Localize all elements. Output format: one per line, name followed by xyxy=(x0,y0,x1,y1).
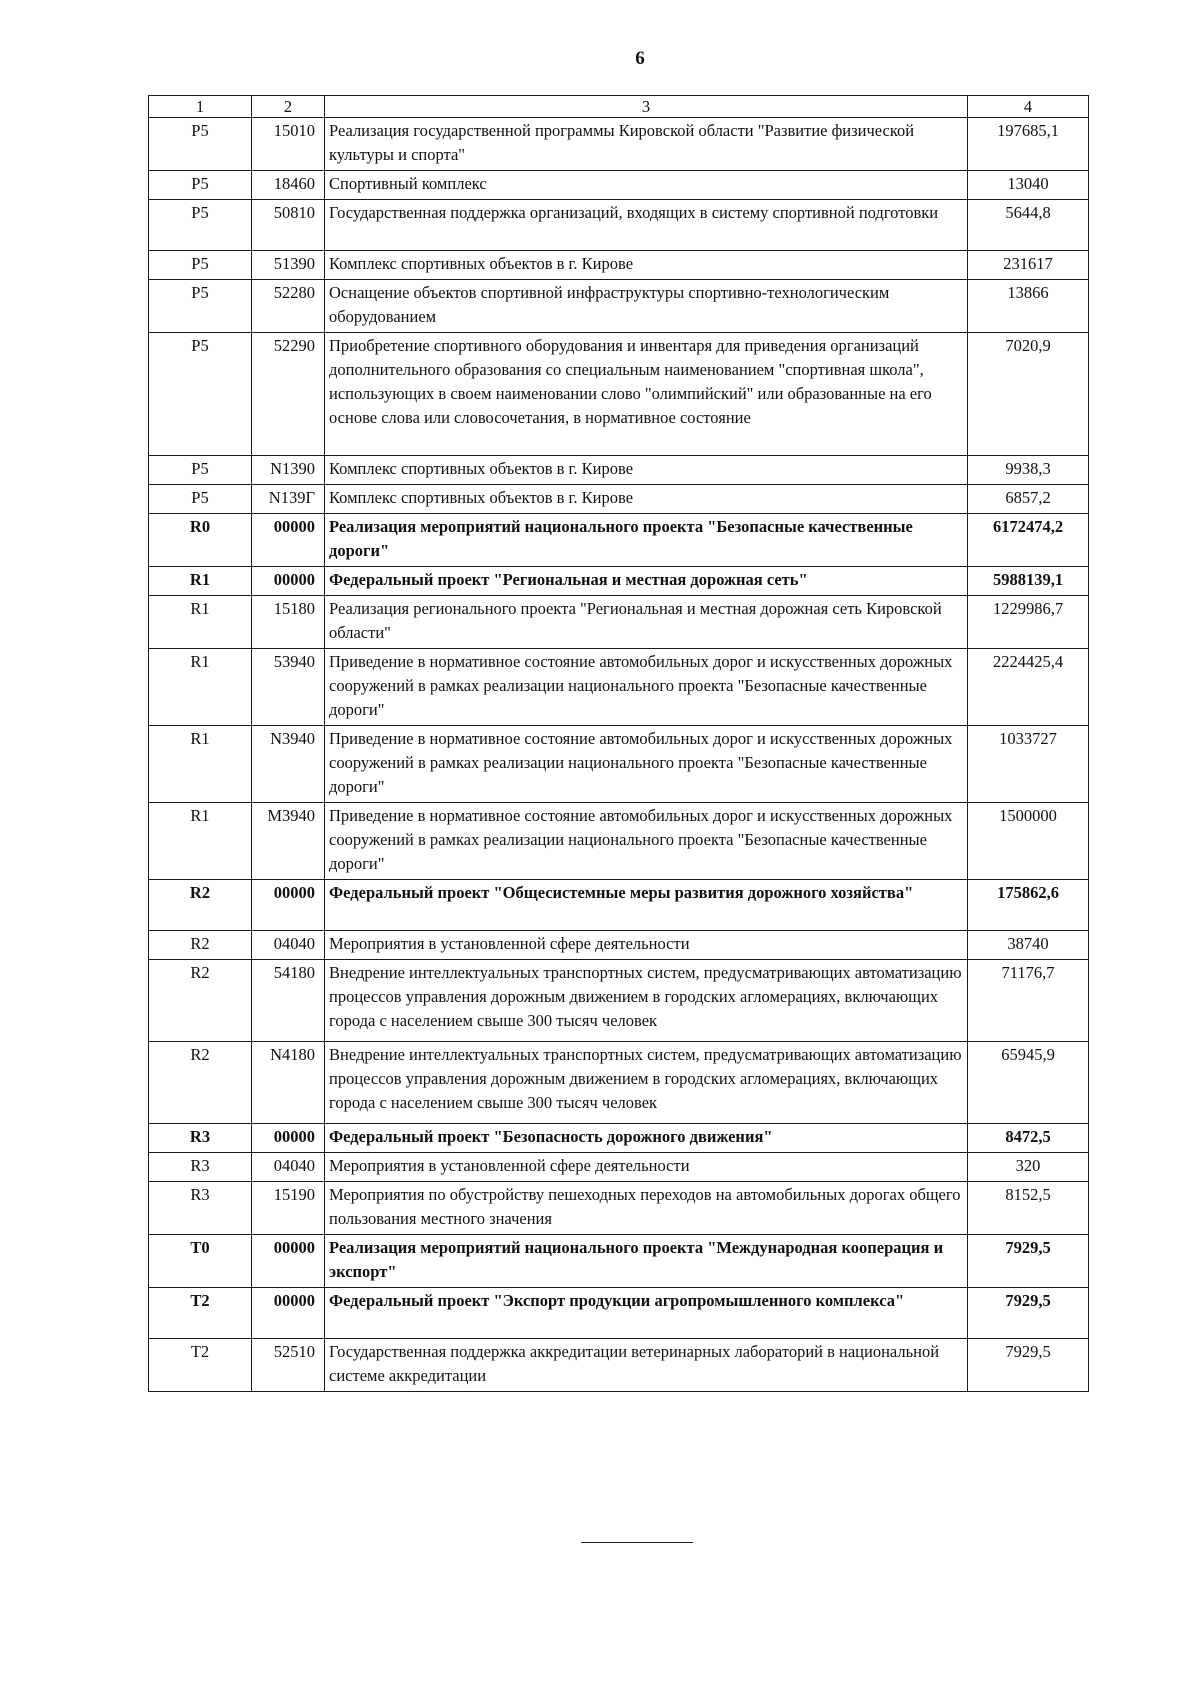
name-cell: Мероприятия в установленной сфере деятельности xyxy=(325,1153,968,1182)
code-cell: R0 xyxy=(149,514,252,567)
number-cell: 00000 xyxy=(252,1235,325,1288)
code-cell: R1 xyxy=(149,567,252,596)
number-cell: 18460 xyxy=(252,171,325,200)
name-cell: Государственная поддержка организаций, входящих в систему спортивной подготовки xyxy=(325,200,968,251)
table-row xyxy=(149,803,1089,880)
table-row xyxy=(149,726,1089,803)
name-cell: Федеральный проект "Безопасность дорожного движения" xyxy=(325,1124,968,1153)
code-cell: R3 xyxy=(149,1124,252,1153)
table-row xyxy=(149,880,1089,931)
name-cell: Комплекс спортивных объектов в г. Кирове xyxy=(325,456,968,485)
name-cell: Внедрение интеллектуальных транспортных систем, предусматривающих автоматизацию процессов управления дорожным движением в городских агломерациях, включающих города с населением свыше 300 тысяч человек xyxy=(325,1042,968,1124)
name-cell: Приведение в нормативное состояние автомобильных дорог и искусственных дорожных сооружений в рамках реализации национального проекта "Безопасные качественные дороги" xyxy=(325,726,968,803)
table-row xyxy=(149,649,1089,726)
amount-cell: 7929,5 xyxy=(968,1235,1089,1288)
name-cell: Федеральный проект "Общесистемные меры развития дорожного хозяйства" xyxy=(325,880,968,931)
amount-cell: 1500000 xyxy=(968,803,1089,880)
budget-table xyxy=(148,95,1089,1392)
number-cell: 54180 xyxy=(252,960,325,1042)
amount-cell: 7929,5 xyxy=(968,1339,1089,1392)
code-cell: R2 xyxy=(149,931,252,960)
code-cell: T2 xyxy=(149,1288,252,1339)
code-cell: R2 xyxy=(149,960,252,1042)
amount-cell: 7929,5 xyxy=(968,1288,1089,1339)
amount-cell: 175862,6 xyxy=(968,880,1089,931)
number-cell: 15180 xyxy=(252,596,325,649)
amount-cell: 1033727 xyxy=(968,726,1089,803)
code-cell: R1 xyxy=(149,596,252,649)
name-cell: Государственная поддержка аккредитации ветеринарных лабораторий в национальной системе аккредитации xyxy=(325,1339,968,1392)
table-row xyxy=(149,456,1089,485)
amount-cell: 5644,8 xyxy=(968,200,1089,251)
number-cell: 15010 xyxy=(252,118,325,171)
number-cell: N1390 xyxy=(252,456,325,485)
header-col-4: 4 xyxy=(968,96,1089,118)
code-cell: R3 xyxy=(149,1153,252,1182)
table-row xyxy=(149,333,1089,456)
table-row xyxy=(149,1182,1089,1235)
amount-cell: 9938,3 xyxy=(968,456,1089,485)
code-cell: P5 xyxy=(149,251,252,280)
number-cell: 00000 xyxy=(252,1124,325,1153)
table-row xyxy=(149,485,1089,514)
number-cell: 04040 xyxy=(252,1153,325,1182)
code-cell: P5 xyxy=(149,333,252,456)
number-cell: 53940 xyxy=(252,649,325,726)
amount-cell: 231617 xyxy=(968,251,1089,280)
amount-cell: 1229986,7 xyxy=(968,596,1089,649)
amount-cell: 2224425,4 xyxy=(968,649,1089,726)
table-row xyxy=(149,118,1089,171)
name-cell: Приведение в нормативное состояние автомобильных дорог и искусственных дорожных сооружений в рамках реализации национального проекта "Безопасные качественные дороги" xyxy=(325,803,968,880)
name-cell: Реализация мероприятий национального проекта "Безопасные качественные дороги" xyxy=(325,514,968,567)
table-body xyxy=(149,96,1089,1392)
amount-cell: 5988139,1 xyxy=(968,567,1089,596)
header-col-1: 1 xyxy=(149,96,252,118)
name-cell: Приведение в нормативное состояние автомобильных дорог и искусственных дорожных сооружений в рамках реализации национального проекта "Безопасные качественные дороги" xyxy=(325,649,968,726)
number-cell: 52510 xyxy=(252,1339,325,1392)
table-row xyxy=(149,251,1089,280)
amount-cell: 197685,1 xyxy=(968,118,1089,171)
page-number: 6 xyxy=(635,48,645,69)
name-cell: Комплекс спортивных объектов в г. Кирове xyxy=(325,485,968,514)
number-cell: 00000 xyxy=(252,880,325,931)
code-cell: T2 xyxy=(149,1339,252,1392)
code-cell: P5 xyxy=(149,171,252,200)
number-cell: 52280 xyxy=(252,280,325,333)
name-cell: Приобретение спортивного оборудования и инвентаря для приведения организаций дополнительного образования со специальным наименованием "спортивная школа", использующих в своем наименовании слово "олимпийский" или образованные на его основе слова или словосочетания, в нормативное состояние xyxy=(325,333,968,456)
name-cell: Федеральный проект "Региональная и местная дорожная сеть" xyxy=(325,567,968,596)
name-cell: Реализация государственной программы Кировской области "Развитие физической культуры и спорта" xyxy=(325,118,968,171)
number-cell: N3940 xyxy=(252,726,325,803)
header-col-3: 3 xyxy=(325,96,968,118)
table-row xyxy=(149,1153,1089,1182)
code-cell: R3 xyxy=(149,1182,252,1235)
amount-cell: 6172474,2 xyxy=(968,514,1089,567)
table-row xyxy=(149,1235,1089,1288)
table-row xyxy=(149,514,1089,567)
number-cell: 00000 xyxy=(252,514,325,567)
amount-cell: 8152,5 xyxy=(968,1182,1089,1235)
amount-cell: 65945,9 xyxy=(968,1042,1089,1124)
code-cell: R2 xyxy=(149,880,252,931)
end-divider-line xyxy=(581,1542,693,1543)
number-cell: 52290 xyxy=(252,333,325,456)
name-cell: Спортивный комплекс xyxy=(325,171,968,200)
number-cell: N4180 xyxy=(252,1042,325,1124)
amount-cell: 71176,7 xyxy=(968,960,1089,1042)
name-cell: Оснащение объектов спортивной инфраструктуры спортивно-технологическим оборудованием xyxy=(325,280,968,333)
table-row xyxy=(149,1042,1089,1124)
name-cell: Внедрение интеллектуальных транспортных систем, предусматривающих автоматизацию процессов управления дорожным движением в городских агломерациях, включающих города с населением свыше 300 тысяч человек xyxy=(325,960,968,1042)
table-row xyxy=(149,596,1089,649)
header-col-2: 2 xyxy=(252,96,325,118)
table-row xyxy=(149,171,1089,200)
code-cell: R2 xyxy=(149,1042,252,1124)
code-cell: R1 xyxy=(149,726,252,803)
amount-cell: 7020,9 xyxy=(968,333,1089,456)
amount-cell: 320 xyxy=(968,1153,1089,1182)
number-cell: 04040 xyxy=(252,931,325,960)
amount-cell: 6857,2 xyxy=(968,485,1089,514)
number-cell: 00000 xyxy=(252,1288,325,1339)
table-row xyxy=(149,1124,1089,1153)
table-row xyxy=(149,200,1089,251)
table-row xyxy=(149,960,1089,1042)
code-cell: R1 xyxy=(149,649,252,726)
number-cell: N139Г xyxy=(252,485,325,514)
table-row xyxy=(149,280,1089,333)
name-cell: Реализация регионального проекта "Региональная и местная дорожная сеть Кировской области" xyxy=(325,596,968,649)
name-cell: Мероприятия по обустройству пешеходных переходов на автомобильных дорогах общего пользования местного значения xyxy=(325,1182,968,1235)
code-cell: P5 xyxy=(149,280,252,333)
code-cell: P5 xyxy=(149,118,252,171)
name-cell: Реализация мероприятий национального проекта "Международная кооперация и экспорт" xyxy=(325,1235,968,1288)
amount-cell: 38740 xyxy=(968,931,1089,960)
code-cell: P5 xyxy=(149,200,252,251)
table-row xyxy=(149,931,1089,960)
table-row xyxy=(149,1339,1089,1392)
number-cell: 00000 xyxy=(252,567,325,596)
name-cell: Комплекс спортивных объектов в г. Кирове xyxy=(325,251,968,280)
table-header-row xyxy=(149,96,1089,118)
number-cell: 50810 xyxy=(252,200,325,251)
code-cell: P5 xyxy=(149,485,252,514)
number-cell: M3940 xyxy=(252,803,325,880)
code-cell: T0 xyxy=(149,1235,252,1288)
amount-cell: 13866 xyxy=(968,280,1089,333)
amount-cell: 13040 xyxy=(968,171,1089,200)
number-cell: 15190 xyxy=(252,1182,325,1235)
name-cell: Мероприятия в установленной сфере деятельности xyxy=(325,931,968,960)
table-row xyxy=(149,567,1089,596)
amount-cell: 8472,5 xyxy=(968,1124,1089,1153)
code-cell: R1 xyxy=(149,803,252,880)
number-cell: 51390 xyxy=(252,251,325,280)
table-row xyxy=(149,1288,1089,1339)
name-cell: Федеральный проект "Экспорт продукции агропромышленного комплекса" xyxy=(325,1288,968,1339)
code-cell: P5 xyxy=(149,456,252,485)
